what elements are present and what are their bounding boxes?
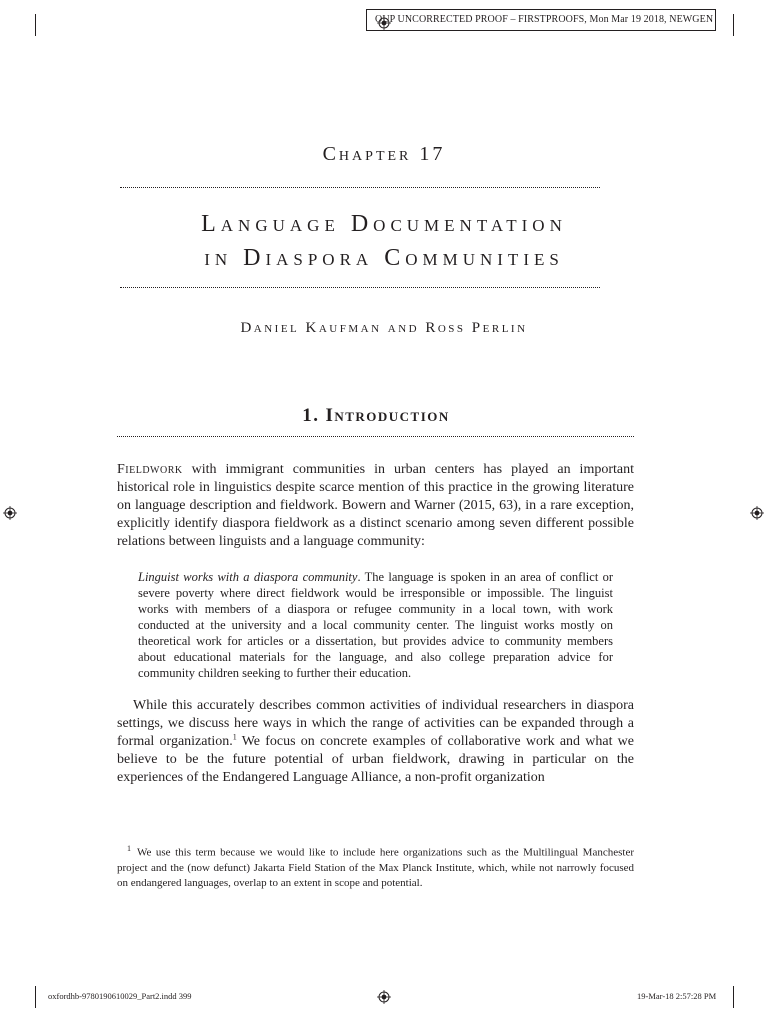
title-rule-bottom — [120, 287, 600, 288]
crop-mark-bottom-left — [35, 986, 36, 1008]
block-quote-lead: Linguist works with a diaspora community — [138, 570, 358, 584]
paragraph-text: We focus on concrete examples of collaborative work and what we believe to be the future potential of urban fieldwork, drawing in particular on the experiences of the Endangered Language Alliance, a non-profit organization — [117, 734, 634, 785]
footnote — [117, 841, 634, 891]
section-rule — [117, 436, 634, 437]
slug-timestamp: 19-Mar-18 2:57:28 PM — [637, 991, 717, 1001]
footnote-text: We use this term because we would like to include here organizations such as the Multilingual Manchester project and the (now defunct) Jakarta Field Station of the Max Planck Institute, which, while not narrowly focused on endangered languages, overlap to an extent in scope and potential. — [117, 846, 634, 889]
paragraph-text: with immigrant communities in urban centers has played an important historical role in linguistics despite scarce mention of this practice in the growing literature on language description and fieldwork. Bowern and Warner (2015, 63), in a rare exception, explicitly identify diaspora fieldwork as a distinct scenario among seven different possible relations between linguists and a language community: — [117, 462, 634, 549]
chapter-number: Chapter 17 — [322, 143, 446, 165]
chapter-title-line-2: in Diaspora Communities — [204, 245, 564, 271]
title-rule-top — [120, 187, 600, 188]
crop-mark-top-left — [35, 14, 36, 36]
paragraph-intro — [117, 461, 634, 551]
registration-mark-icon — [3, 506, 17, 520]
proof-header: OUP UNCORRECTED PROOF – FIRSTPROOFS, Mon Mar 19 2018, NEWGEN — [366, 9, 716, 31]
registration-mark-icon — [750, 506, 764, 520]
block-quote — [138, 569, 613, 681]
paragraph-lead-word: Fieldwork — [117, 462, 183, 477]
paragraph-second — [117, 697, 634, 787]
section-number: 1. — [302, 405, 320, 426]
crop-mark-top-right — [733, 14, 734, 36]
chapter-authors: Daniel Kaufman and Ross Perlin — [240, 320, 528, 336]
footnote-mark: 1 — [127, 844, 131, 853]
chapter-title — [0, 207, 768, 275]
section-heading — [0, 405, 752, 427]
registration-mark-icon — [377, 990, 391, 1004]
crop-mark-bottom-right — [733, 986, 734, 1008]
paragraph-text: While this accurately describes common activities of individual researchers in diaspora settings, we discuss here ways in which the range of activities can be expanded through a formal organization. — [117, 698, 634, 749]
footnote-reference[interactable]: 1 — [232, 732, 237, 742]
chapter-title-line-1: Language Documentation — [201, 211, 567, 237]
slug-file-info: oxfordhb-9780190610029_Part2.indd 399 — [48, 991, 192, 1001]
section-title: Introduction — [325, 405, 450, 426]
block-quote-text: . The language is spoken in an area of conflict or severe poverty where direct fieldwork would be irresponsible or impossible. The linguist works with members of a diaspora or refugee community in a local town, with work conducted at the university and a local community center. The linguist works mostly on theoretical work for articles or a dissertation, but provides advice to community members about educational materials for the language, and also college preparation advice for community children seeking to further their education. — [138, 570, 614, 680]
